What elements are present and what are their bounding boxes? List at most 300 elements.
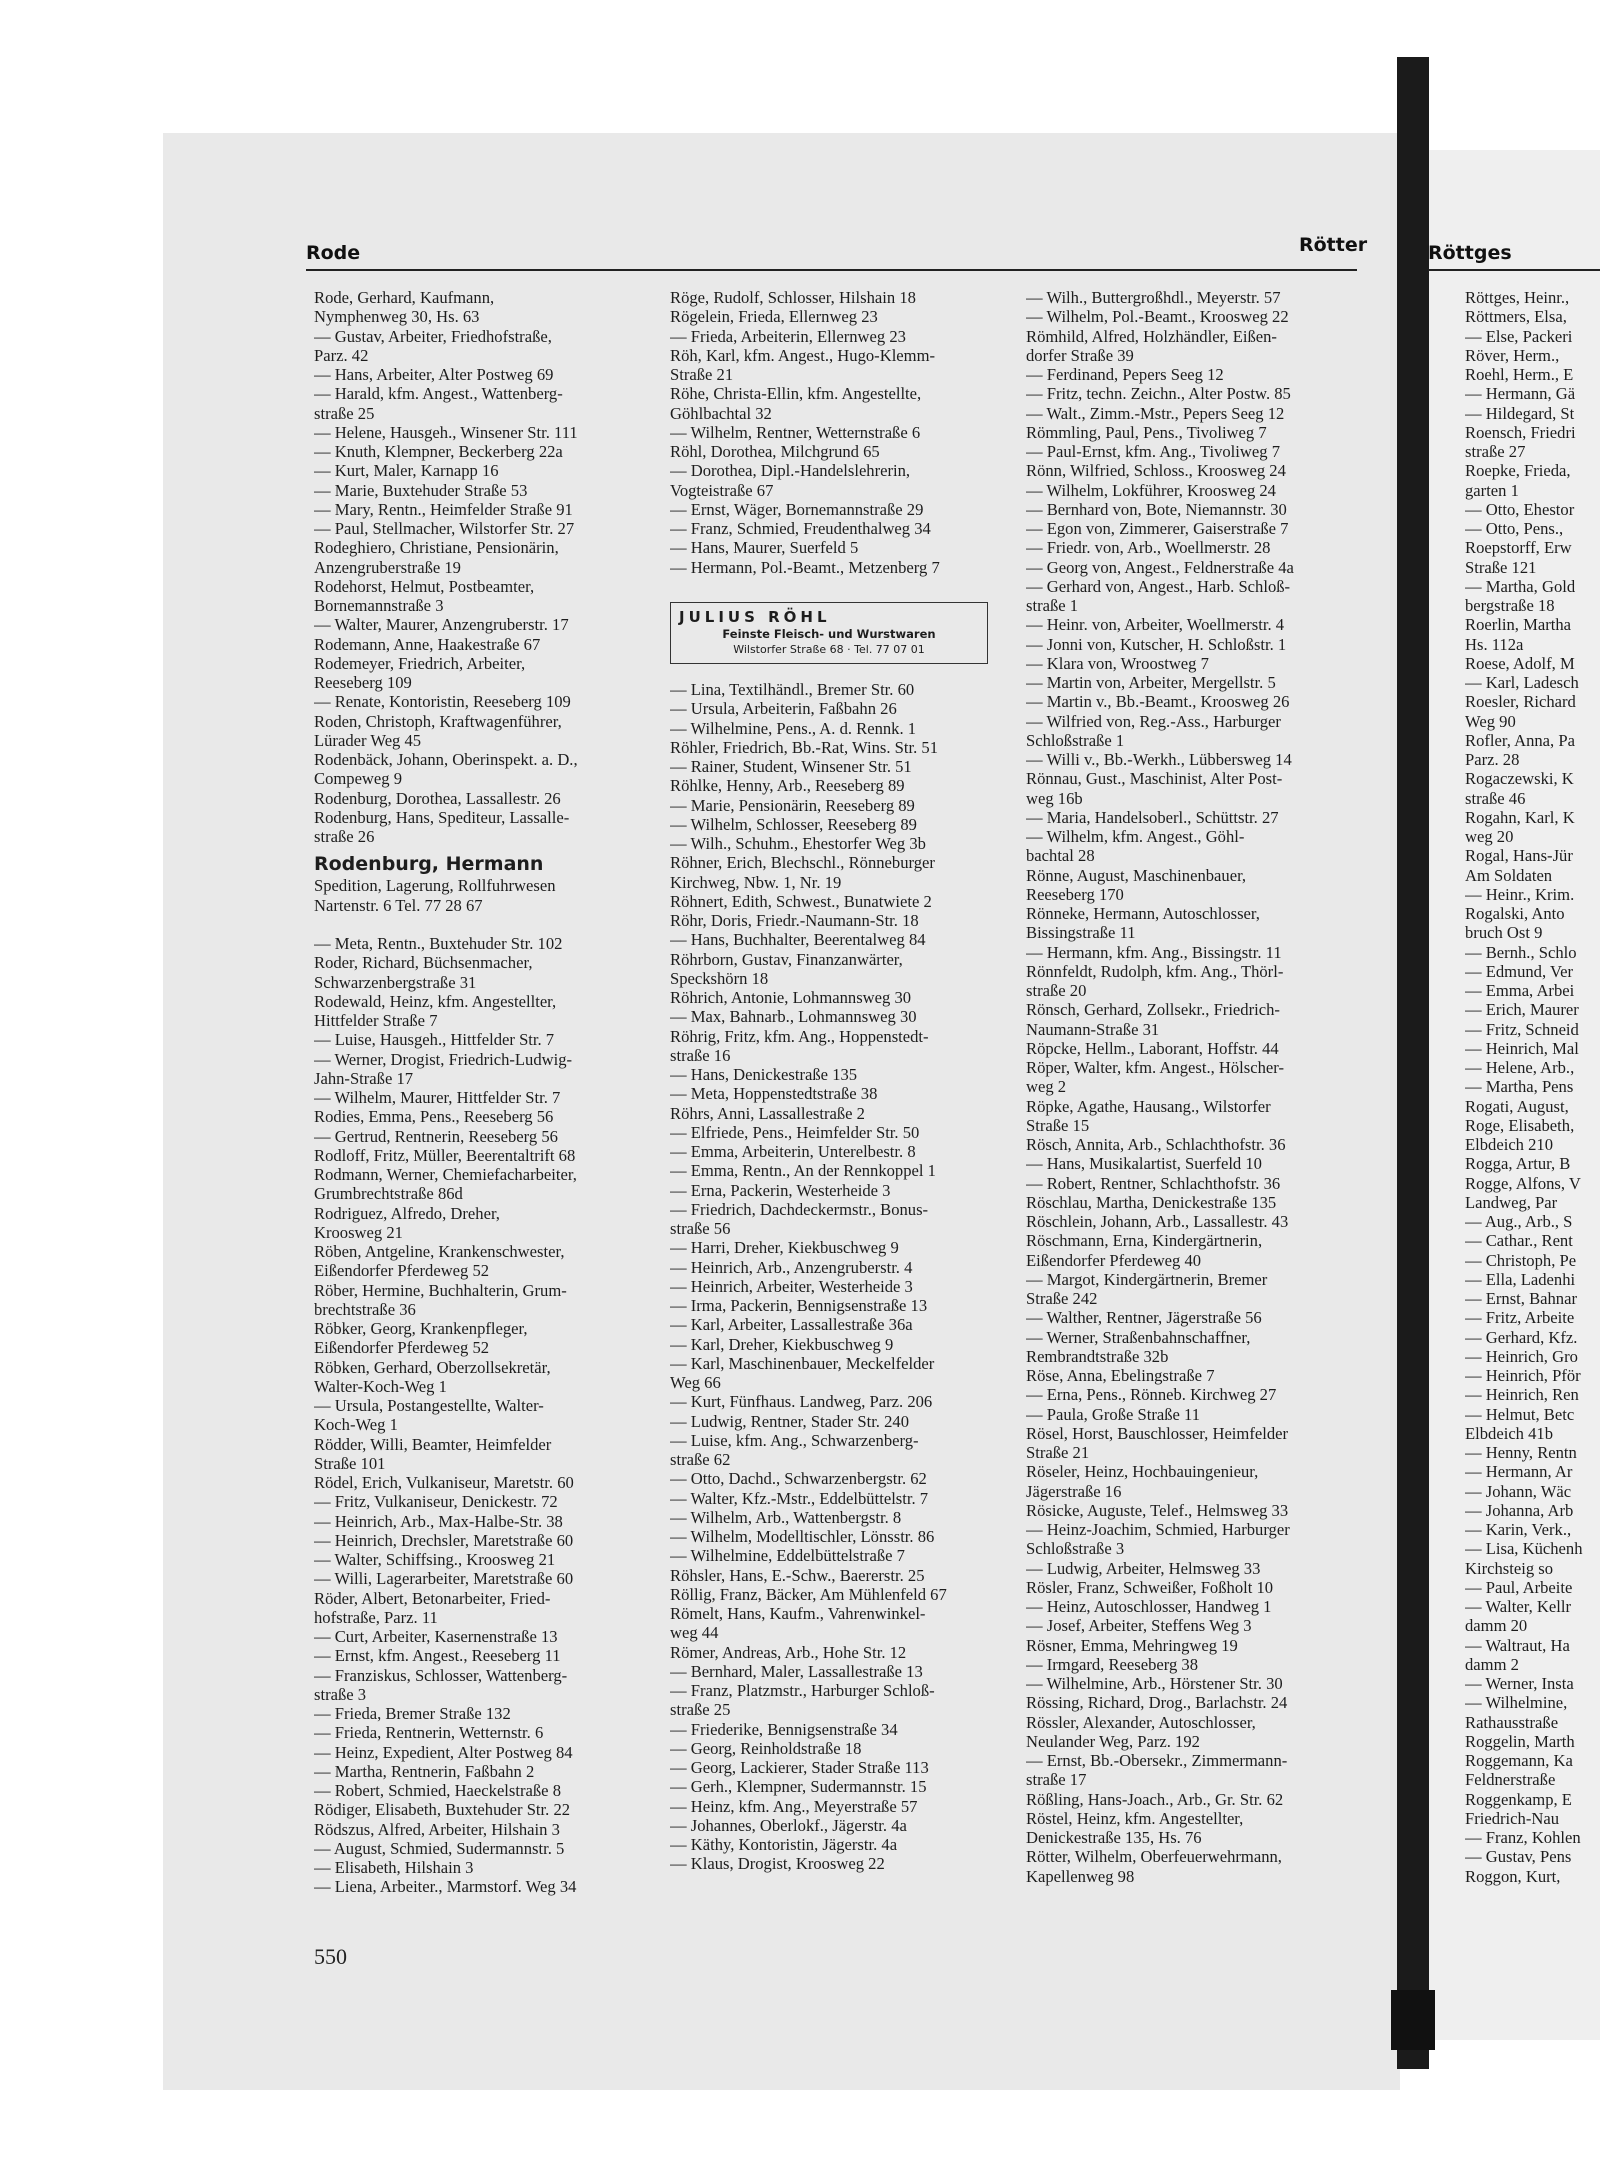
directory-entry-line: — Heinrich, Ren	[1465, 1385, 1579, 1405]
next-page-entries	[1465, 288, 1600, 1886]
directory-entry-line: Parz. 42	[314, 345, 369, 365]
directory-entry-line: — Ursula, Arbeiterin, Faßbahn 26	[670, 699, 897, 719]
directory-entry-line: Röpke, Agathe, Hausang., Wilstorfer	[1026, 1096, 1271, 1116]
directory-entry-line: — Gertrud, Rentnerin, Reeseberg 56	[314, 1126, 558, 1146]
directory-entry-line: Roggon, Kurt,	[1465, 1866, 1561, 1886]
directory-entry-line: Rodemann, Anne, Haakestraße 67	[314, 634, 541, 654]
directory-entry-line: straße 3	[314, 1684, 367, 1704]
directory-entry-line: Reeseberg 170	[1026, 884, 1124, 904]
book-spine-tip	[1391, 1990, 1435, 2050]
directory-entry-line: — Fritz, Arbeite	[1465, 1308, 1575, 1328]
directory-entry-line: — Hans, Maurer, Suerfeld 5	[670, 538, 859, 558]
directory-entry-line: — Fritz, Schneid	[1465, 1019, 1579, 1039]
directory-entry-line: weg 44	[670, 1623, 719, 1643]
column-1-bottom	[314, 934, 659, 1897]
directory-entry-line: — Hildegard, St	[1465, 403, 1575, 423]
directory-entry-line: — Meta, Rentn., Buxtehuder Str. 102	[314, 934, 563, 953]
directory-entry-line: — Karl, Arbeiter, Lassallestraße 36a	[670, 1315, 913, 1335]
directory-entry-line: Kapellenweg 98	[1026, 1866, 1135, 1886]
directory-entry-line: Römelt, Hans, Kaufm., Vahrenwinkel-	[670, 1604, 926, 1623]
advertisement-address: Wilstorfer Straße 68 · Tel. 77 07 01	[733, 643, 925, 656]
directory-entry-line: Rödel, Erich, Vulkaniseur, Maretstr. 60	[314, 1473, 574, 1492]
directory-entry-line: — Heinz, Autoschlosser, Handweg 1	[1026, 1597, 1272, 1616]
directory-entry-line: — Irmgard, Reeseberg 38	[1026, 1654, 1199, 1674]
directory-entry-line: Vogteistraße 67	[670, 480, 774, 500]
directory-entry-line: Röbker, Georg, Krankenpfleger,	[314, 1319, 528, 1338]
directory-entry-line: Kirchweg, Nbw. 1, Nr. 19	[670, 872, 842, 892]
directory-entry-line: Rösicke, Auguste, Telef., Helmsweg 33	[1026, 1500, 1289, 1520]
directory-entry-line: Nymphenweg 30, Hs. 63	[314, 307, 480, 327]
directory-entry-line: Rödder, Willi, Beamter, Heimfelder	[314, 1434, 552, 1454]
directory-entry-line: Röpcke, Hellm., Laborant, Hoffstr. 44	[1026, 1038, 1279, 1058]
directory-entry-line: — Franziskus, Schlosser, Wattenberg-	[314, 1665, 568, 1685]
directory-entry-line: — Erna, Pens., Rönneb. Kirchweg 27	[1026, 1385, 1277, 1405]
page-number: 550	[314, 1944, 347, 1969]
directory-entry-line: — Lisa, Küchenh	[1465, 1539, 1583, 1559]
directory-entry-line: — Robert, Schmied, Haeckelstraße 8	[314, 1781, 561, 1800]
directory-entry-line: Rogati, August,	[1465, 1096, 1569, 1116]
directory-entry-line: Röstel, Heinz, kfm. Angestellter,	[1026, 1808, 1244, 1828]
directory-entry-line: — Martha, Rentnerin, Faßbahn 2	[314, 1761, 535, 1781]
advert-entry-name: Rodenburg, Hermann	[314, 853, 544, 876]
directory-entry-line: — Walther, Rentner, Jägerstraße 56	[1026, 1308, 1262, 1328]
directory-entry-line: — Franz, Schmied, Freudenthalweg 34	[670, 519, 931, 538]
directory-entry-line: Straße 101	[314, 1453, 386, 1473]
directory-entry-line: Rofler, Anna, Pa	[1465, 730, 1575, 750]
advertisement-subtitle: Feinste Fleisch- und Wurstwaren	[722, 627, 936, 641]
directory-entry-line: — Hans, Buchhalter, Beerentalweg 84	[670, 930, 926, 950]
directory-entry-line: — Walt., Zimm.-Mstr., Pepers Seeg 12	[1026, 403, 1285, 423]
directory-entry-line: — Aug., Arb., S	[1465, 1212, 1573, 1231]
directory-entry-line: — Walter, Kfz.-Mstr., Eddelbüttelstr. 7	[670, 1488, 929, 1508]
directory-entry-line: — Hans, Arbeiter, Alter Postweg 69	[314, 365, 554, 384]
directory-entry-line: — Johanna, Arb	[1465, 1500, 1574, 1520]
directory-entry-line: Rötter, Wilhelm, Oberfeuerwehrmann,	[1026, 1847, 1282, 1867]
directory-entry-line: Speckshörn 18	[670, 968, 769, 988]
directory-entry-line: — Franz, Platzmstr., Harburger Schloß-	[670, 1681, 935, 1700]
directory-entry-line: straße 25	[670, 1700, 731, 1720]
directory-entry-line: — Wilhelmine,	[1465, 1693, 1568, 1713]
header-rule	[306, 269, 1357, 271]
directory-entry-line: Röttges, Heinr.,	[1465, 288, 1570, 307]
directory-entry-line: — Renate, Kontoristin, Reeseberg 109	[314, 692, 571, 712]
directory-entry-line: straße 25	[314, 403, 375, 423]
directory-entry-line: Rodloff, Fritz, Müller, Beerentaltrift 68	[314, 1145, 576, 1165]
directory-entry-line: — Paul-Ernst, kfm. Ang., Tivoliweg 7	[1026, 442, 1280, 461]
directory-entry-line: — Helene, Hausgeh., Winsener Str. 111	[314, 422, 578, 442]
directory-entry-line: — Wilhelm, Schlosser, Reeseberg 89	[670, 814, 917, 834]
directory-entry-line: Jägerstraße 16	[1026, 1481, 1122, 1501]
directory-entry-line: Roehl, Herm., E	[1465, 365, 1574, 384]
directory-entry-line: straße 46	[1465, 788, 1526, 808]
directory-entry-line: Roggenkamp, E	[1465, 1789, 1572, 1809]
directory-entry-line: Rödszus, Alfred, Arbeiter, Hilshain 3	[314, 1819, 560, 1839]
directory-entry-line: — Cathar., Rent	[1465, 1231, 1573, 1251]
directory-entry-line: Schloßstraße 3	[1026, 1539, 1125, 1559]
directory-entry-line: Bissingstraße 11	[1026, 923, 1136, 943]
directory-entry-line: weg 2	[1026, 1077, 1067, 1097]
directory-entry-line: Rögelein, Frieda, Ellernweg 23	[670, 307, 878, 327]
directory-entry-line: — Ursula, Postangestellte, Walter-	[314, 1396, 544, 1415]
directory-entry-line: Röschlein, Johann, Arb., Lassallestr. 43	[1026, 1212, 1289, 1231]
directory-entry-line: — Werner, Drogist, Friedrich-Ludwig-	[314, 1049, 573, 1069]
directory-entry-line: — Elisabeth, Hilshain 3	[314, 1858, 474, 1877]
directory-entry-line: Röhl, Dorothea, Milchgrund 65	[670, 442, 880, 461]
directory-entry-line: — Karl, Ladesch	[1465, 673, 1579, 692]
directory-entry-line: Straße 121	[1465, 557, 1537, 577]
directory-entry-line: straße 20	[1026, 981, 1087, 1000]
directory-entry-line: — Frieda, Bremer Straße 132	[314, 1704, 511, 1723]
directory-entry-line: weg 20	[1465, 827, 1514, 846]
column-1-top	[314, 288, 659, 846]
directory-entry-line: Koch-Weg 1	[314, 1415, 398, 1435]
directory-entry-line: — Otto, Ehestor	[1465, 499, 1575, 519]
directory-entry-line: — Gerhard, Kfz.	[1465, 1327, 1578, 1347]
directory-entry-line: — Wilfried von, Reg.-Ass., Harburger	[1026, 711, 1281, 731]
column-1	[314, 288, 659, 1928]
directory-entry-line: — Martha, Pens	[1465, 1077, 1574, 1097]
directory-entry-line: Rodenburg, Hans, Spediteur, Lassalle-	[314, 807, 570, 827]
directory-entry-line: Elbdeich 210	[1465, 1135, 1554, 1154]
directory-entry-line: Jahn-Straße 17	[314, 1068, 414, 1088]
directory-entry-line: — Max, Bahnarb., Lohmannsweg 30	[670, 1007, 917, 1027]
directory-entry-line: — Friedrich, Dachdeckermstr., Bonus-	[670, 1199, 929, 1219]
directory-entry-line: — Hermann, Ar	[1465, 1462, 1573, 1482]
directory-entry-line: — Wilhelmine, Arb., Hörstener Str. 30	[1026, 1674, 1283, 1693]
directory-entry-line: damm 2	[1465, 1654, 1519, 1674]
directory-entry-line: — Egon von, Zimmerer, Gaiserstraße 7	[1026, 519, 1289, 538]
directory-entry-line: — Rainer, Student, Winsener Str. 51	[670, 757, 912, 776]
directory-entry-line: — Frieda, Arbeiterin, Ellernweg 23	[670, 326, 906, 346]
directory-entry-line: — Ernst, Bb.-Obersekr., Zimmermann-	[1026, 1751, 1288, 1770]
column-3	[1026, 288, 1371, 1928]
directory-entry-line: Walter-Koch-Weg 1	[314, 1376, 447, 1396]
directory-entry-line: Eißendorfer Pferdeweg 40	[1026, 1250, 1202, 1270]
directory-entry-line: — Frieda, Rentnerin, Wetternstr. 6	[314, 1723, 544, 1743]
directory-entry-line: Denickestraße 135, Hs. 76	[1026, 1828, 1202, 1847]
spacer	[314, 915, 659, 934]
directory-entry-line: Göhlbachtal 32	[670, 403, 772, 423]
column-next-page	[1465, 288, 1600, 1928]
directory-entry-line: Rodenburg, Dorothea, Lassallestr. 26	[314, 788, 561, 808]
directory-entry-line: — Harald, kfm. Angest., Wattenberg-	[314, 384, 563, 404]
directory-entry-line: — Wilhelm, kfm. Angest., Göhl-	[1026, 827, 1245, 846]
directory-entry-line: Rodemeyer, Friedrich, Arbeiter,	[314, 653, 526, 673]
directory-entry-line: — Wilhelm, Lokführer, Kroosweg 24	[1026, 480, 1276, 500]
directory-entry-line: — Heinrich, Drechsler, Maretstraße 60	[314, 1530, 574, 1550]
directory-entry-line: Straße 21	[1026, 1443, 1090, 1462]
directory-entry-line: Spedition, Lagerung, Rollfuhrwesen	[314, 876, 556, 896]
directory-entry-line: Rodeghiero, Christiane, Pensionärin,	[314, 538, 559, 558]
directory-entry-line: — Heinrich, Arb., Max-Halbe-Str. 38	[314, 1511, 563, 1531]
directory-entry-line: — Wilhelmine, Eddelbüttelstraße 7	[670, 1546, 905, 1566]
directory-entry-line: — Ernst, kfm. Angest., Reeseberg 11	[314, 1646, 561, 1666]
directory-entry-line: — Elfriede, Pens., Heimfelder Str. 50	[670, 1122, 920, 1142]
directory-entry-line: bergstraße 18	[1465, 596, 1555, 615]
directory-entry-line: — Otto, Dachd., Schwarzenbergstr. 62	[670, 1469, 927, 1489]
directory-entry-line: — Margot, Kindergärtnerin, Bremer	[1026, 1269, 1268, 1289]
directory-entry-line: Rönn, Wilfried, Schloss., Kroosweg 24	[1026, 461, 1286, 481]
directory-entry-line: Rödiger, Elisabeth, Buxtehuder Str. 22	[314, 1800, 571, 1820]
directory-entry-line: — Josef, Arbeiter, Steffens Weg 3	[1026, 1616, 1252, 1636]
directory-entry-line: — Mary, Rentn., Heimfelder Straße 91	[314, 499, 573, 519]
directory-entry-line: — Harri, Dreher, Kiekbuschweg 9	[670, 1238, 899, 1258]
directory-entry-line: straße 62	[670, 1450, 731, 1469]
directory-entry-line: — Dorothea, Dipl.-Handelslehrerin,	[670, 461, 911, 481]
directory-entry-line: Röseler, Heinz, Hochbauingenieur,	[1026, 1462, 1259, 1482]
directory-entry-line: — Karl, Dreher, Kiekbuschweg 9	[670, 1334, 894, 1354]
directory-entry-line: Roerlin, Martha	[1465, 615, 1571, 635]
directory-entry-line: — Lina, Textilhändl., Bremer Str. 60	[670, 680, 915, 699]
directory-entry-line: Roepke, Frieda,	[1465, 461, 1571, 481]
directory-entry-line: Naumann-Straße 31	[1026, 1019, 1160, 1039]
directory-entry-line: — Fritz, Vulkaniseur, Denickestr. 72	[314, 1492, 558, 1512]
header-rule-next-page	[1428, 269, 1600, 271]
directory-entry-line: Röge, Rudolf, Schlosser, Hilshain 18	[670, 288, 916, 307]
directory-entry-line: — Paul, Stellmacher, Wilstorfer Str. 27	[314, 519, 575, 538]
directory-entry-line: — Wilhelm, Pol.-Beamt., Kroosweg 22	[1026, 307, 1289, 327]
directory-entry-line: — Ludwig, Arbeiter, Helmsweg 33	[1026, 1558, 1261, 1578]
directory-entry-line: Anzengruberstraße 19	[314, 557, 461, 577]
directory-entry-line: Friedrich-Nau	[1465, 1808, 1559, 1828]
directory-entry-line: Lürader Weg 45	[314, 730, 422, 750]
directory-entry-line: Rogaczewski, K	[1465, 769, 1574, 789]
advertisement-box	[670, 602, 988, 664]
directory-entry-line: Röhrs, Anni, Lassallestraße 2	[670, 1103, 865, 1123]
directory-entry-line: Röschmann, Erna, Kindergärtnerin,	[1026, 1231, 1263, 1251]
directory-entry-line: Röhrich, Antonie, Lohmannsweg 30	[670, 988, 912, 1007]
directory-entry-line: — Willi, Lagerarbeiter, Maretstraße 60	[314, 1569, 574, 1589]
directory-entry-line: — Bernhard von, Bote, Niemannstr. 30	[1026, 499, 1287, 519]
directory-entry-line: — Jonni von, Kutscher, H. Schloßstr. 1	[1026, 634, 1287, 654]
directory-entry-line: Römhild, Alfred, Holzhändler, Eißen-	[1026, 326, 1277, 346]
directory-entry-line: Rathausstraße	[1465, 1712, 1559, 1732]
advertisement-title: JULIUS RÖHL	[679, 608, 831, 626]
directory-entry-line: — Hermann, Pol.-Beamt., Metzenberg 7	[670, 557, 940, 577]
directory-entry-line: Röder, Albert, Betonarbeiter, Fried-	[314, 1588, 551, 1608]
directory-entry-line: — Erna, Packerin, Westerheide 3	[670, 1180, 891, 1200]
directory-entry-line: Röhsler, Hans, E.-Schw., Baererstr. 25	[670, 1565, 925, 1585]
directory-entry-line: — Irma, Packerin, Bennigsenstraße 13	[670, 1296, 928, 1315]
directory-entry-line: straße 17	[1026, 1770, 1087, 1790]
directory-entry-line: Rodmann, Werner, Chemiefacharbeiter,	[314, 1165, 577, 1184]
directory-entry-line: — Martin von, Arbeiter, Mergellstr. 5	[1026, 673, 1276, 692]
directory-entry-line: Rode, Gerhard, Kaufmann,	[314, 288, 495, 307]
directory-entry-line: Röhr, Doris, Friedr.-Naumann-Str. 18	[670, 911, 919, 930]
directory-entry-line: Kirchsteig so	[1465, 1558, 1554, 1578]
directory-entry-line: — Liena, Arbeiter., Marmstorf. Weg 34	[314, 1877, 577, 1897]
directory-entry-line: dorfer Straße 39	[1026, 345, 1134, 365]
directory-entry-line: — Henny, Rentn	[1465, 1443, 1577, 1462]
directory-entry-line: Hs. 112a	[1465, 634, 1524, 654]
directory-entry-line: Röhlke, Henny, Arb., Reeseberg 89	[670, 776, 905, 796]
directory-entry-line: Röper, Walter, kfm. Angest., Hölscher-	[1026, 1058, 1284, 1077]
directory-entry-line: — Hermann, Gä	[1465, 384, 1576, 404]
directory-entry-line: — Marie, Pensionärin, Reeseberg 89	[670, 795, 915, 815]
directory-entry-line: — Heinz-Joachim, Schmied, Harburger	[1026, 1520, 1290, 1539]
directory-entry-line: Rodies, Emma, Pens., Reeseberg 56	[314, 1107, 554, 1127]
directory-entry-line: — Hans, Denickestraße 135	[670, 1065, 858, 1084]
directory-entry-line: — Martin v., Bb.-Beamt., Kroosweg 26	[1026, 692, 1290, 712]
directory-entry-line: Röhler, Friedrich, Bb.-Rat, Wins. Str. 51	[670, 737, 938, 757]
directory-entry-line: — Klara von, Wroostweg 7	[1026, 653, 1209, 673]
directory-entry-line: — Wilhelm, Rentner, Wetternstraße 6	[670, 422, 921, 442]
directory-entry-line: Kroosweg 21	[314, 1222, 403, 1242]
directory-entry-line: — Walter, Maurer, Anzengruberstr. 17	[314, 615, 569, 635]
directory-entry-line: — Marie, Buxtehuder Straße 53	[314, 480, 528, 500]
directory-entry-line: — Gustav, Pens	[1465, 1847, 1572, 1867]
directory-entry-line: Roensch, Friedri	[1465, 422, 1576, 442]
directory-entry-line: Elbdeich 41b	[1465, 1423, 1554, 1443]
directory-entry-line: Neulander Weg, Parz. 192	[1026, 1731, 1200, 1751]
directory-entry-line: — Emma, Arbeiterin, Unterelbestr. 8	[670, 1142, 916, 1161]
column-2-top	[670, 288, 1015, 577]
directory-entry-line: Röben, Antgeline, Krankenschwester,	[314, 1242, 565, 1261]
directory-entry-line: Römer, Andreas, Arb., Hohe Str. 12	[670, 1642, 907, 1662]
directory-entry-line: — Heinr. von, Arbeiter, Woellmerstr. 4	[1026, 615, 1285, 635]
directory-entry-line: — Klaus, Drogist, Kroosweg 22	[670, 1854, 885, 1874]
directory-entry-line: — Werner, Insta	[1465, 1674, 1574, 1693]
directory-entry-line: — Erich, Maurer	[1465, 1000, 1579, 1020]
directory-entry-line: — Käthy, Kontoristin, Jägerstr. 4a	[670, 1835, 898, 1854]
directory-entry-line: Rönnfeldt, Rudolph, kfm. Ang., Thörl-	[1026, 961, 1284, 981]
directory-entry-line: — Kurt, Maler, Karnapp 16	[314, 461, 499, 481]
directory-entry-line: bachtal 28	[1026, 846, 1095, 866]
directory-entry-line: Rogalski, Anto	[1465, 904, 1565, 923]
directory-entry-line: Rogge, Alfons, V	[1465, 1173, 1581, 1193]
directory-entry-line: — Heinz, kfm. Ang., Meyerstraße 57	[670, 1796, 918, 1816]
directory-entry-line: — Gerhard von, Angest., Harb. Schloß-	[1026, 576, 1291, 596]
directory-entry-line: Rösel, Horst, Bauschlosser, Heimfelder	[1026, 1423, 1289, 1443]
directory-entry-line: Röhrig, Fritz, kfm. Ang., Hoppenstedt-	[670, 1026, 929, 1046]
directory-entry-line: Rogga, Artur, B	[1465, 1154, 1571, 1174]
directory-entry-line: Roese, Adolf, M	[1465, 653, 1575, 673]
directory-entry-line: — Waltraut, Ha	[1465, 1635, 1570, 1655]
directory-entry-line: — Bernh., Schlo	[1465, 942, 1577, 962]
directory-entry-line: Rössing, Richard, Drog., Barlachstr. 24	[1026, 1693, 1288, 1713]
directory-entry-line: — Wilhelm, Arb., Wattenbergstr. 8	[670, 1507, 902, 1527]
directory-entry-line: Röschlau, Martha, Denickestraße 135	[1026, 1192, 1277, 1212]
directory-entry-line: — Ernst, Bahnar	[1465, 1289, 1577, 1308]
directory-entry-line: — Ludwig, Rentner, Stader Str. 240	[670, 1411, 909, 1431]
directory-entry-line: Röllig, Franz, Bäcker, Am Mühlenfeld 67	[670, 1584, 947, 1604]
directory-entry-line: — Heinrich, Gro	[1465, 1346, 1578, 1366]
directory-entry-line: — Hans, Musikalartist, Suerfeld 10	[1026, 1154, 1262, 1174]
directory-entry-line: Schwarzenbergstraße 31	[314, 972, 477, 992]
directory-entry-line: Rönne, August, Maschinenbauer,	[1026, 865, 1247, 885]
directory-entry-line: — Willi v., Bb.-Werkh., Lübbersweg 14	[1026, 750, 1292, 769]
directory-entry-line: Roden, Christoph, Kraftwagenführer,	[314, 711, 562, 731]
directory-entry-line: — Hermann, kfm. Ang., Bissingstr. 11	[1026, 942, 1282, 962]
directory-entry-line: Rogal, Hans-Jür	[1465, 846, 1573, 866]
directory-entry-line: Bornemannstraße 3	[314, 596, 444, 615]
directory-entry-line: Röhner, Erich, Blechschl., Rönneburger	[670, 853, 935, 873]
directory-entry-line: — Meta, Hoppenstedtstraße 38	[670, 1084, 878, 1104]
directory-entry-line: — Johann, Wäc	[1465, 1481, 1572, 1501]
directory-entry-line: — Curt, Arbeiter, Kasernenstraße 13	[314, 1627, 558, 1646]
directory-entry-line: Röhnert, Edith, Schwest., Bunatwiete 2	[670, 891, 932, 911]
directory-entry-line: Röbken, Gerhard, Oberzollsekretär,	[314, 1357, 551, 1377]
directory-entry-line: Röhe, Christa-Ellin, kfm. Angestellte,	[670, 384, 922, 404]
directory-entry-line: brechtstraße 36	[314, 1299, 416, 1319]
directory-entry-line: Roge, Elisabeth,	[1465, 1115, 1575, 1135]
directory-entry-line: straße 1	[1026, 596, 1079, 615]
directory-entry-line: — Fritz, techn. Zeichn., Alter Postw. 85	[1026, 384, 1291, 404]
directory-entry-line: Straße 15	[1026, 1115, 1090, 1135]
directory-entry-line: Roepstorff, Erw	[1465, 538, 1572, 558]
directory-entry-line: Rösler, Franz, Schweißer, Foßholt 10	[1026, 1577, 1274, 1597]
directory-entry-line: — Heinr., Krim.	[1465, 884, 1575, 904]
directory-entry-line: — Werner, Straßenbahnschaffner,	[1026, 1327, 1251, 1347]
directory-entry-line: Am Soldaten	[1465, 865, 1553, 885]
book-spine	[1397, 57, 1429, 2069]
directory-entry-line: — Friederike, Bennigsenstraße 34	[670, 1719, 898, 1739]
directory-entry-line: Röttmers, Elsa,	[1465, 307, 1567, 327]
directory-entry-line: — Johannes, Oberlokf., Jägerstr. 4a	[670, 1815, 907, 1835]
directory-entry-line: — Robert, Rentner, Schlachthofstr. 36	[1026, 1173, 1281, 1193]
directory-entry-line: straße 26	[314, 827, 375, 846]
directory-entry-line: — Heinrich, Arb., Anzengruberstr. 4	[670, 1257, 913, 1277]
directory-entry-line: Rönnau, Gust., Maschinist, Alter Post-	[1026, 769, 1283, 789]
directory-entry-line: — Kurt, Fünfhaus. Landweg, Parz. 206	[670, 1392, 933, 1412]
directory-entry-line: — Gustav, Arbeiter, Friedhofstraße,	[314, 326, 552, 346]
directory-entry-line: — Franz, Kohlen	[1465, 1828, 1581, 1847]
directory-entry-line: straße 56	[670, 1219, 731, 1238]
directory-entry-line: straße 16	[670, 1045, 731, 1065]
directory-entry-line: Weg 90	[1465, 711, 1516, 731]
directory-entry-line: Hittfelder Straße 7	[314, 1011, 438, 1030]
directory-entry-line: Röhrborn, Gustav, Finanzanwärter,	[670, 949, 903, 969]
spacer	[670, 577, 1015, 596]
directory-entry-line: Nartenstr. 6 Tel. 77 28 67	[314, 895, 483, 915]
directory-entry-line: — Helene, Arb.,	[1465, 1058, 1575, 1077]
directory-entry-line: Römmling, Paul, Pens., Tivoliweg 7	[1026, 422, 1267, 442]
directory-entry-line: — Ernst, Wäger, Bornemannstraße 29	[670, 499, 924, 519]
directory-entry-line: — Otto, Pens.,	[1465, 519, 1564, 538]
directory-entry-line: Rößling, Hans-Joach., Arb., Gr. Str. 62	[1026, 1789, 1284, 1809]
directory-entry-line: — Georg, Lackierer, Stader Straße 113	[670, 1758, 929, 1777]
directory-entry-line: — Wilh., Buttergroßhdl., Meyerstr. 57	[1026, 288, 1281, 307]
directory-entry-line: — Maria, Handelsoberl., Schüttstr. 27	[1026, 807, 1279, 827]
column-2-bottom	[670, 680, 1015, 1874]
directory-entry-line: — Wilhelm, Modelltischler, Lönsstr. 86	[670, 1527, 935, 1546]
directory-entry-line: — Walter, Kellr	[1465, 1597, 1571, 1616]
directory-entry-line: — Paul, Arbeite	[1465, 1577, 1573, 1597]
directory-entry-line: hofstraße, Parz. 11	[314, 1607, 438, 1627]
directory-entry-line: Roesler, Richard	[1465, 692, 1576, 712]
directory-entry-line: — Emma, Arbei	[1465, 981, 1575, 1000]
directory-entry-line: Rönsch, Gerhard, Zollsekr., Friedrich-	[1026, 1000, 1280, 1020]
directory-entry-line: — Ella, Ladenhi	[1465, 1269, 1576, 1289]
column-3-entries	[1026, 288, 1371, 1886]
directory-entry-line: damm 20	[1465, 1616, 1528, 1636]
directory-entry-line: — Helmut, Betc	[1465, 1404, 1575, 1424]
directory-entry-line: — Emma, Rentn., An der Rennkoppel 1	[670, 1161, 936, 1181]
directory-entry-line: Rössler, Alexander, Autoschlosser,	[1026, 1712, 1256, 1732]
directory-entry-line: Rösch, Annita, Arb., Schlachthofstr. 36	[1026, 1135, 1286, 1154]
directory-entry-line: — Heinrich, Pför	[1465, 1366, 1581, 1385]
directory-entry-line: Eißendorfer Pferdeweg 52	[314, 1261, 490, 1281]
directory-entry-line: Landweg, Par	[1465, 1192, 1558, 1212]
directory-entry-line: Parz. 28	[1465, 750, 1520, 769]
directory-entry-line: weg 16b	[1026, 788, 1083, 808]
directory-entry-line: Rogahn, Karl, K	[1465, 807, 1575, 827]
running-head-right: Rötter	[1299, 234, 1368, 256]
directory-entry-line: Weg 66	[670, 1373, 721, 1392]
directory-entry-line: Schloßstraße 1	[1026, 730, 1125, 750]
directory-entry-line: — Wilh., Schuhm., Ehestorfer Weg 3b	[670, 834, 926, 853]
directory-entry-line: Rodewald, Heinz, kfm. Angestellter,	[314, 991, 557, 1011]
